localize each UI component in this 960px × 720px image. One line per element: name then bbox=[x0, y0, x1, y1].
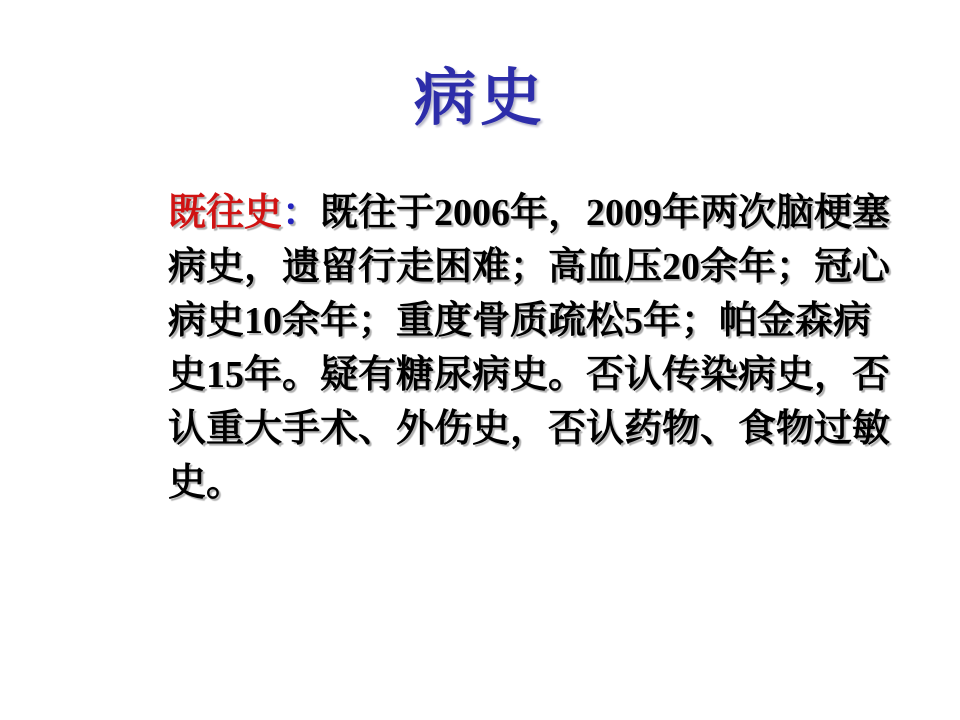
history-label: 既往史 bbox=[168, 192, 283, 234]
body-line-1 bbox=[168, 186, 891, 240]
body-line-3: 病史10余年；重度骨质疏松5年；帕金森病 bbox=[168, 300, 872, 342]
body-line-5: 认重大手术、外伤史，否认药物、食物过敏 bbox=[168, 408, 891, 450]
body-line-2: 病史，遗留行走困难；高血压20余年；冠心 bbox=[168, 246, 891, 288]
body-text-block bbox=[168, 186, 891, 510]
slide-title: 病史 bbox=[413, 65, 546, 133]
history-label-colon: ： bbox=[282, 192, 321, 234]
body-line-4: 史15年。疑有糖尿病史。否认传染病史，否 bbox=[168, 354, 891, 396]
body-line-6: 史。 bbox=[168, 462, 245, 504]
body-line-1-text: 既往于2006年，2009年两次脑梗塞 bbox=[320, 192, 891, 234]
